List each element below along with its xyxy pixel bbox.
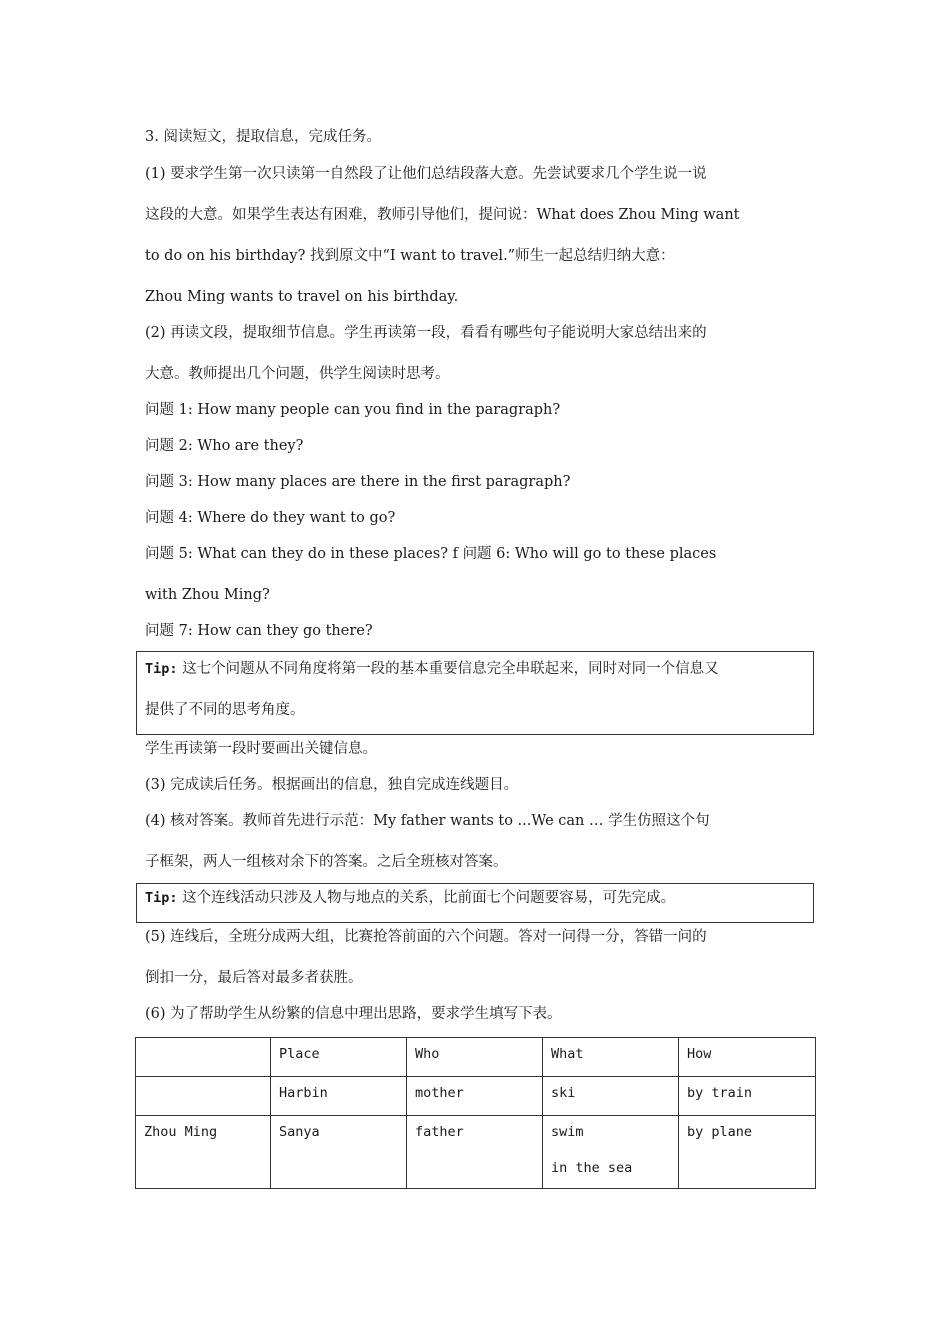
table-cell: Sanya bbox=[271, 1116, 407, 1189]
info-table bbox=[135, 1037, 816, 1189]
question-1: 问题 1: How many people can you find in the paragraph? bbox=[145, 402, 561, 418]
question-7: 问题 7: How can they go there? bbox=[145, 623, 373, 639]
step6-text: (6) 为了帮助学生从纷繁的信息中理出思路，要求学生填写下表。 bbox=[145, 1006, 562, 1022]
step4-line1: (4) 核对答案。教师首先进行示范：My father wants to ...We can … 学生仿照这个句 bbox=[145, 813, 710, 829]
table-cell: ski bbox=[543, 1077, 679, 1116]
tip1-text: 这七个问题从不同角度将第一段的基本重要信息完全串联起来，同时对同一个信息又 bbox=[177, 661, 719, 677]
table-cell-line: swim bbox=[551, 1124, 584, 1140]
table-cell: Place bbox=[271, 1038, 407, 1077]
tip1-label: Tip: bbox=[145, 661, 178, 677]
step1-line3: to do on his birthday? 找到原文中“I want to travel.”师生一起总结归纳大意： bbox=[145, 248, 675, 264]
table-cell-line: in the sea bbox=[551, 1160, 633, 1176]
tip1-line1 bbox=[145, 659, 810, 679]
step2-line2: 大意。教师提出几个问题，供学生阅读时思考。 bbox=[145, 366, 450, 382]
step2-line1: (2) 再读文段，提取细节信息。学生再读第一段，看看有哪些句子能说明大家总结出来的 bbox=[145, 325, 707, 341]
question-4: 问题 4: Where do they want to go? bbox=[145, 510, 396, 526]
question-3: 问题 3: How many places are there in the first paragraph? bbox=[145, 474, 571, 490]
step5-line1: (5) 连线后，全班分成两大组，比赛抢答前面的六个问题。答对一问得一分，答错一问的 bbox=[145, 929, 707, 945]
table-cell bbox=[136, 1038, 271, 1077]
tip2-text: 这个连线活动只涉及人物与地点的关系，比前面七个问题要容易，可先完成。 bbox=[177, 890, 676, 906]
table-cell: How bbox=[679, 1038, 816, 1077]
table-cell: Harbin bbox=[271, 1077, 407, 1116]
table-cell bbox=[543, 1116, 679, 1189]
tip2-line bbox=[145, 888, 810, 908]
step5-line2: 倒扣一分，最后答对最多者获胜。 bbox=[145, 970, 363, 986]
step4-line2: 子框架，两人一组核对余下的答案。之后全班核对答案。 bbox=[145, 854, 508, 870]
question-5-6-line1: 问题 5: What can they do in these places? f 问题 6: Who will go to these places bbox=[145, 546, 717, 562]
step1-line1: (1) 要求学生第一次只读第一自然段了让他们总结段落大意。先尝试要求几个学生说一说 bbox=[145, 166, 707, 182]
table-cell: by plane bbox=[679, 1116, 816, 1189]
section-title: 3. 阅读短文，提取信息，完成任务。 bbox=[145, 129, 381, 145]
table-header-row bbox=[136, 1038, 816, 1077]
after-tip1-text: 学生再读第一段时要画出关键信息。 bbox=[145, 741, 377, 757]
table-cell bbox=[136, 1077, 271, 1116]
tip2-label: Tip: bbox=[145, 890, 178, 906]
table-cell: Who bbox=[407, 1038, 543, 1077]
step1-line2: 这段的大意。如果学生表达有困难，教师引导他们，提问说：What does Zhou Ming want bbox=[145, 207, 740, 223]
step1-line4: Zhou Ming wants to travel on his birthday. bbox=[145, 289, 459, 305]
table-cell: mother bbox=[407, 1077, 543, 1116]
question-5-6-line2: with Zhou Ming? bbox=[145, 587, 270, 603]
table-cell: Zhou Ming bbox=[136, 1116, 271, 1189]
table-row bbox=[136, 1116, 816, 1189]
table-cell: What bbox=[543, 1038, 679, 1077]
table-cell: father bbox=[407, 1116, 543, 1189]
table-cell: by train bbox=[679, 1077, 816, 1116]
question-2: 问题 2: Who are they? bbox=[145, 438, 304, 454]
tip1-line2: 提供了不同的思考角度。 bbox=[145, 702, 305, 718]
table-row bbox=[136, 1077, 816, 1116]
step3-text: (3) 完成读后任务。根据画出的信息，独自完成连线题目。 bbox=[145, 777, 519, 793]
